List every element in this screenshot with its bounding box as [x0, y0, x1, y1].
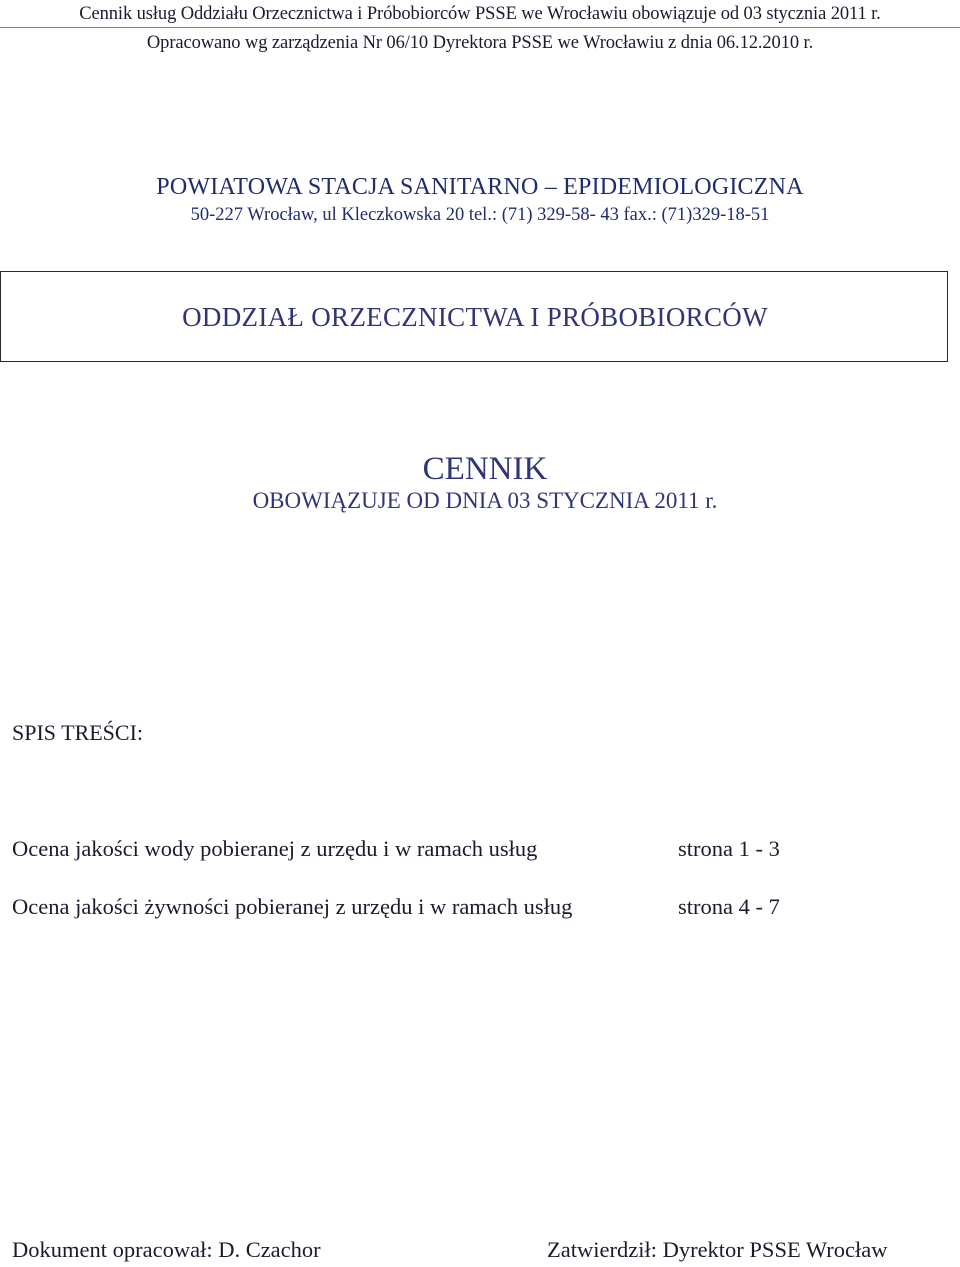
- toc-item: [12, 836, 780, 862]
- header-line-1: Cennik usług Oddziału Orzecznictwa i Próbobiorców PSSE we Wrocławiu obowiązuje od 03 stycznia 2011 r.: [79, 4, 881, 24]
- pricelist-title: CENNIK: [422, 451, 548, 487]
- toc-item-page: strona 1 - 3: [678, 836, 780, 861]
- toc-item-label: Ocena jakości wody pobieranej z urzędu i w ramach usług: [12, 836, 538, 861]
- pricelist-subtitle: OBOWIĄZUJE OD DNIA 03 STYCZNIA 2011 r.: [252, 488, 718, 513]
- toc-item-page: strona 4 - 7: [678, 894, 780, 919]
- footer-author: Dokument opracował: D. Czachor: [12, 1237, 321, 1262]
- header-divider: [0, 27, 960, 28]
- toc-item-label: Ocena jakości żywności pobieranej z urzędu i w ramach usług: [12, 894, 573, 919]
- toc-heading: SPIS TREŚCI:: [12, 720, 144, 745]
- footer-approved: Zatwierdził: Dyrektor PSSE Wrocław: [547, 1237, 888, 1262]
- department-title: ODDZIAŁ ORZECZNICTWA I PRÓBOBIORCÓW: [182, 302, 768, 332]
- station-name: POWIATOWA STACJA SANITARNO – EPIDEMIOLOGICZNA: [156, 174, 804, 200]
- station-address: 50-227 Wrocław, ul Kleczkowska 20 tel.: (71) 329-58- 43 fax.: (71)329-18-51: [190, 205, 770, 225]
- toc-item: [12, 894, 780, 920]
- header-line-2: Opracowano wg zarządzenia Nr 06/10 Dyrektora PSSE we Wrocławiu z dnia 06.12.2010 r.: [146, 33, 814, 53]
